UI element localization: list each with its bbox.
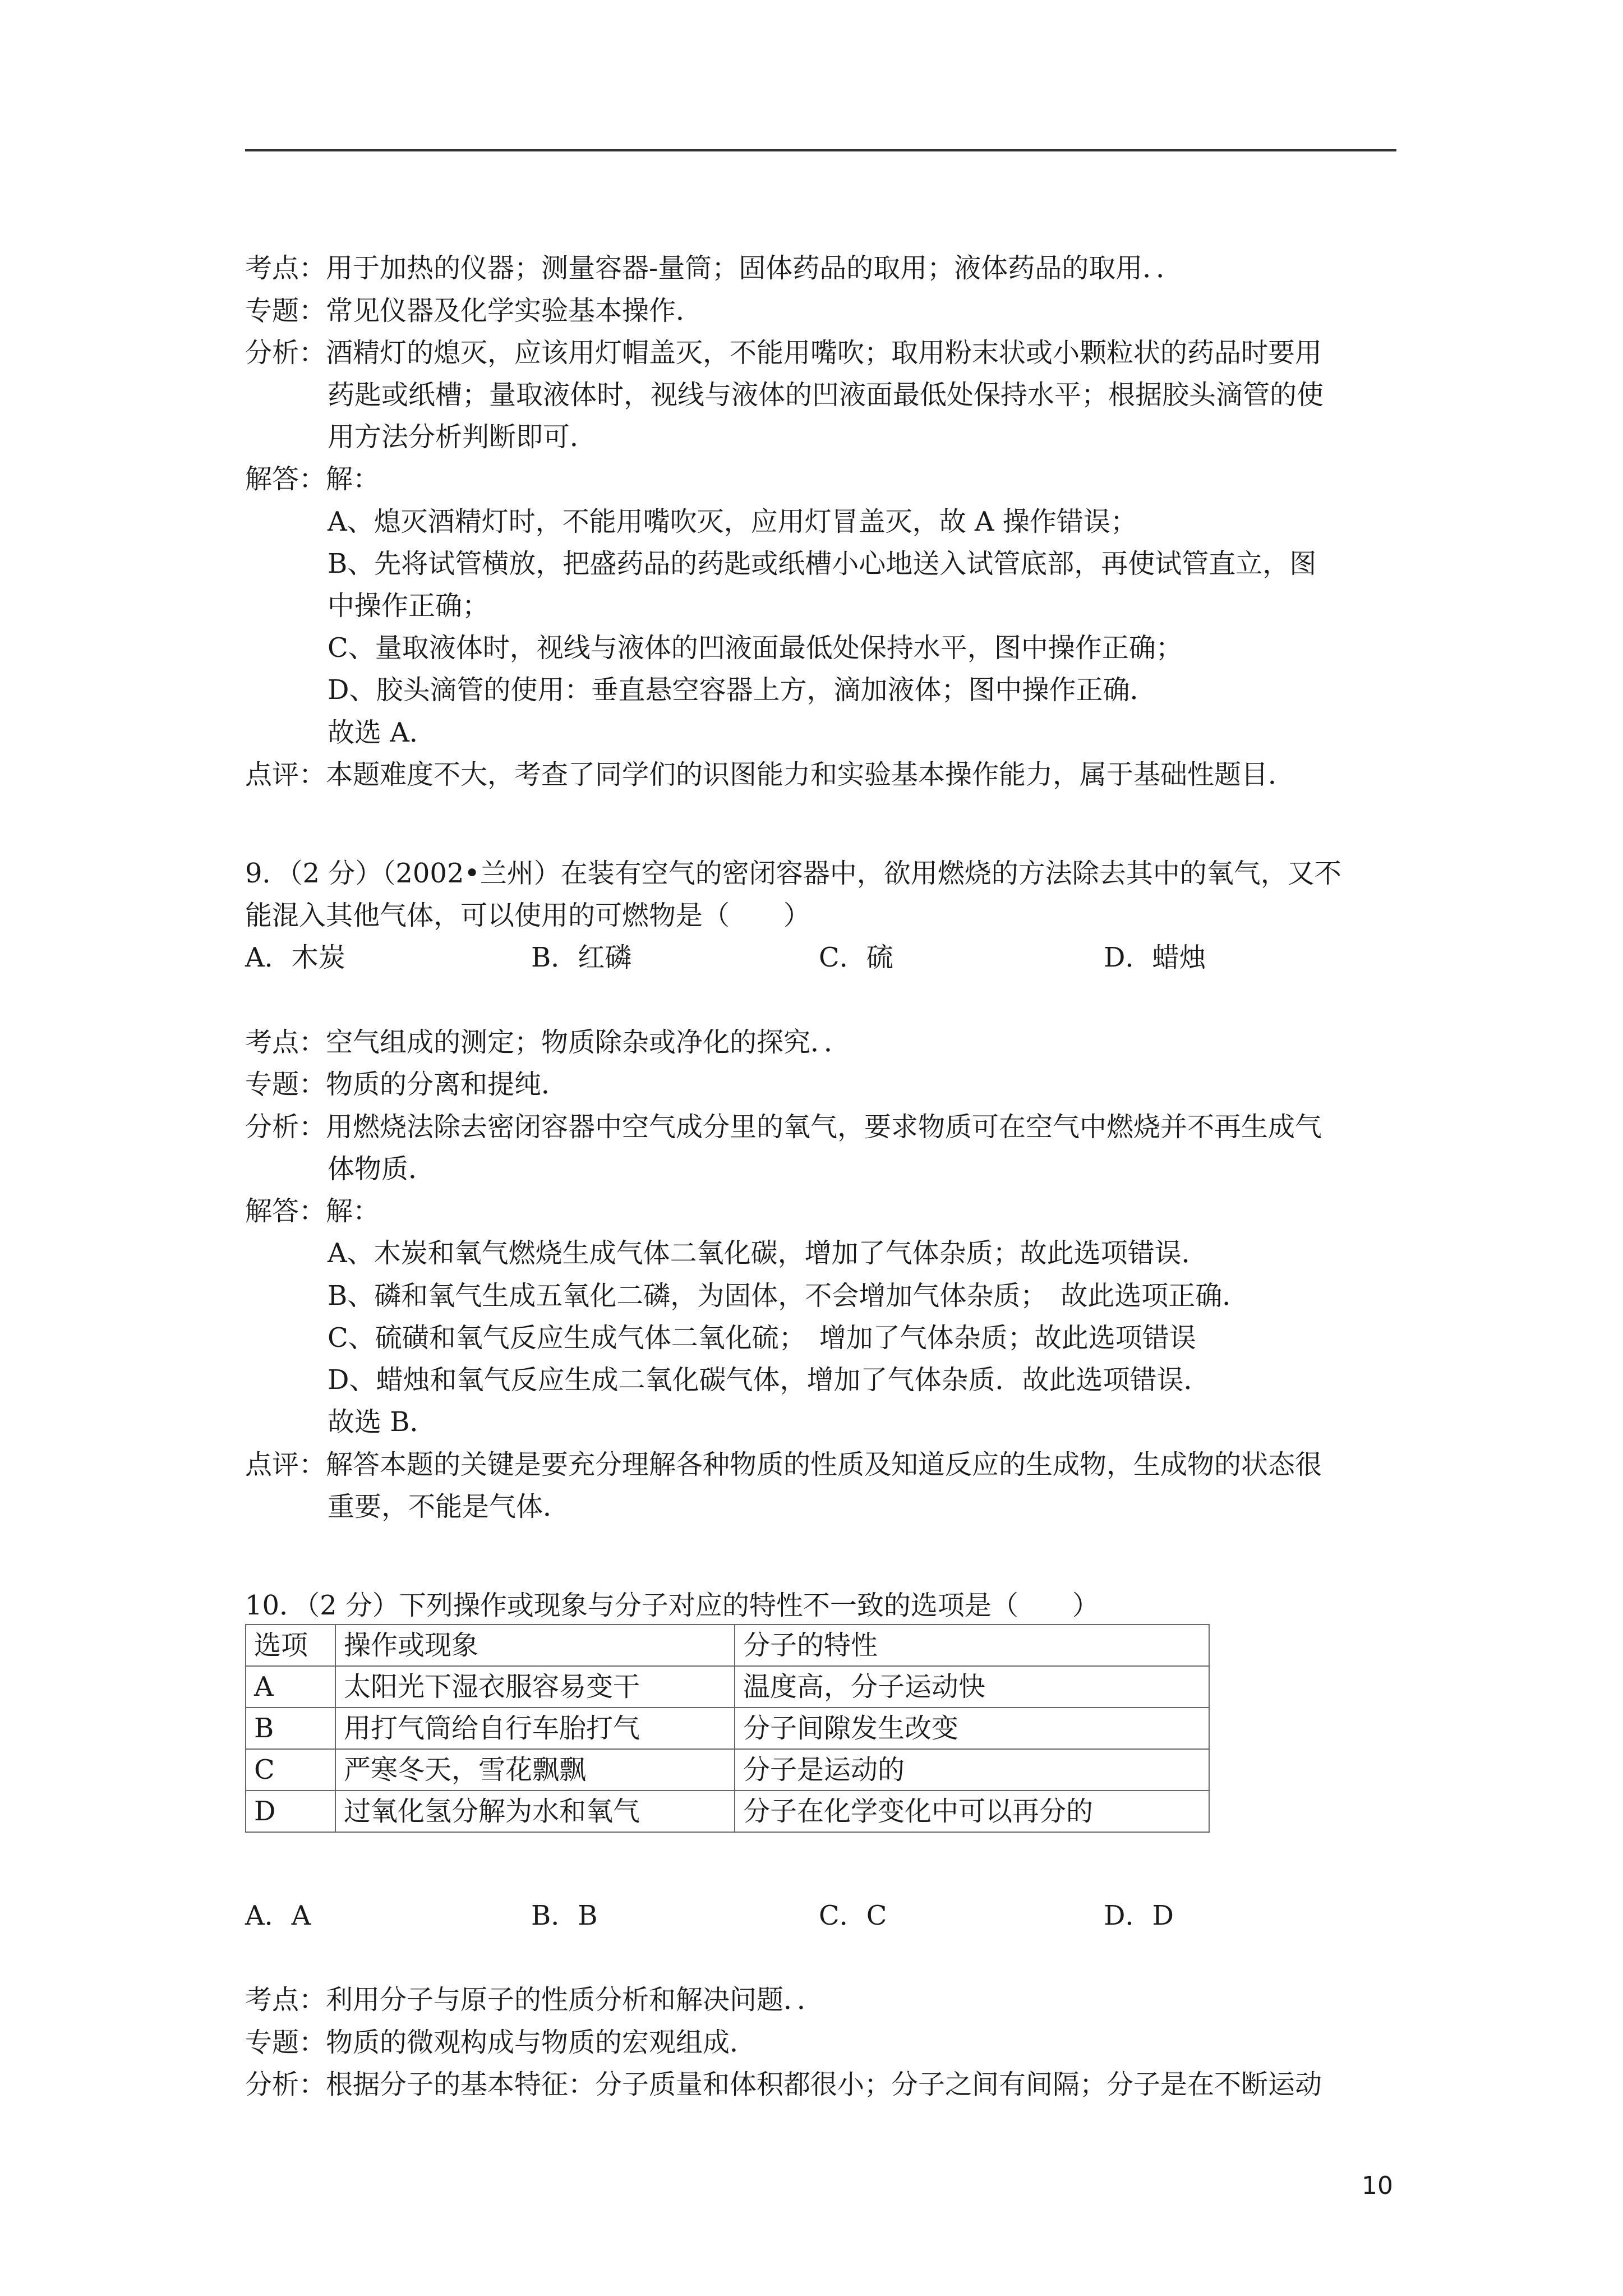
table-row: [246, 1708, 1209, 1749]
page-number: 10: [1362, 2171, 1393, 2200]
table-cell: D: [246, 1791, 335, 1832]
q9-jieda: 解答：解：: [245, 1195, 380, 1227]
q9-answer-a: A、木炭和氧气燃烧生成气体二氧化碳，增加了气体杂质；故此选项错误．: [328, 1237, 1209, 1269]
q9-dianping-line-1: 点评：解答本题的关键是要充分理解各种物质的性质及知道反应的生成物，生成物的状态很: [245, 1449, 1322, 1480]
table-cell: 用打气筒给自行车胎打气: [335, 1708, 735, 1749]
q9-kaodian: 考点：空气组成的测定；物质除杂或净化的探究．．: [245, 1027, 851, 1058]
q9-option-b: B．红磷: [531, 942, 632, 973]
q9-option-a: A．木炭: [245, 942, 345, 973]
q10-zhuanti: 专题：物质的微观构成与物质的宏观组成．: [245, 2027, 757, 2058]
q9-answer-b: B、磷和氧气生成五氧化二磷，为固体，不会增加气体杂质； 故此选项正确．: [328, 1280, 1249, 1312]
q8-guxuan: 故选 A．: [328, 717, 436, 748]
table-cell: 温度高，分子运动快: [735, 1666, 1209, 1708]
q10-table: [245, 1624, 1210, 1833]
table-cell: 分子在化学变化中可以再分的: [735, 1791, 1209, 1832]
table-cell: 严寒冬天，雪花飘飘: [335, 1749, 735, 1791]
q9-answer-c: C、硫磺和氧气反应生成气体二氧化硫； 增加了气体杂质；故此选项错误: [328, 1322, 1196, 1354]
table-cell: 过氧化氢分解为水和氧气: [335, 1791, 735, 1832]
q9-zhuanti: 专题：物质的分离和提纯．: [245, 1069, 569, 1100]
q9-option-d: D．蜡烛: [1104, 942, 1206, 973]
q8-jieda: 解答：解：: [245, 463, 380, 495]
q10-option-d: D．D: [1104, 1900, 1174, 1931]
table-row: [246, 1666, 1209, 1708]
q9-stem-line-2: 能混入其他气体，可以使用的可燃物是（ ）: [245, 900, 811, 931]
q8-answer-b-cont: 中操作正确；: [328, 590, 490, 622]
q9-option-c: C．硫: [819, 942, 893, 973]
q10-option-b: B．B: [531, 1900, 598, 1931]
q9-answer-d: D、蜡烛和氧气反应生成二氧化碳气体，增加了气体杂质．故此选项错误．: [328, 1364, 1211, 1396]
table-cell: 分子间隙发生改变: [735, 1708, 1209, 1749]
table-row: [246, 1749, 1209, 1791]
q9-guxuan: 故选 B．: [328, 1406, 437, 1438]
table-header-row: [246, 1625, 1209, 1666]
q8-kaodian: 考点：用于加热的仪器；测量容器-量筒；固体药品的取用；液体药品的取用．．: [245, 252, 1183, 284]
q9-dianping-line-2: 重要，不能是气体．: [328, 1491, 570, 1522]
q10-kaodian: 考点：利用分子与原子的性质分析和解决问题．．: [245, 1984, 824, 2016]
q8-fenxi-line-1: 分析：酒精灯的熄灭，应该用灯帽盖灭，不能用嘴吹；取用粉末状或小颗粒状的药品时要用: [245, 337, 1322, 369]
q8-fenxi-line-2: 药匙或纸槽；量取液体时，视线与液体的凹液面最低处保持水平；根据胶头滴管的使: [328, 379, 1324, 411]
q8-answer-c: C、量取液体时，视线与液体的凹液面最低处保持水平，图中操作正确；: [328, 632, 1183, 664]
q8-fenxi-line-3: 用方法分析判断即可．: [328, 421, 597, 453]
q10-option-c: C．C: [819, 1900, 887, 1931]
table-cell: 太阳光下湿衣服容易变干: [335, 1666, 735, 1708]
q9-fenxi-line-1: 分析：用燃烧法除去密闭容器中空气成分里的氧气，要求物质可在空气中燃烧并不再生成气: [245, 1111, 1322, 1143]
q8-zhuanti: 专题：常见仪器及化学实验基本操作．: [245, 295, 703, 326]
q9-stem-line-1: 9．（2 分）（2002•兰州）在装有空气的密闭容器中，欲用燃烧的方法除去其中的氧气，又不: [245, 858, 1341, 889]
table-cell: 分子是运动的: [735, 1749, 1209, 1791]
q8-answer-d: D、胶头滴管的使用：垂直悬空容器上方，滴加液体；图中操作正确．: [328, 674, 1157, 706]
table-header-cell: 分子的特性: [735, 1625, 1209, 1666]
table-cell: B: [246, 1708, 335, 1749]
table-cell: C: [246, 1749, 335, 1791]
q8-dianping: 点评：本题难度不大，考查了同学们的识图能力和实验基本操作能力，属于基础性题目．: [245, 759, 1295, 790]
q10-stem: 10．（2 分）下列操作或现象与分子对应的特性不一致的选项是（ ）: [245, 1590, 1099, 1621]
q10-option-a: A．A: [245, 1900, 311, 1931]
q10-fenxi-line-1: 分析：根据分子的基本特征：分子质量和体积都很小；分子之间有间隔；分子是在不断运动: [245, 2069, 1322, 2100]
table-cell: A: [246, 1666, 335, 1708]
table-row: [246, 1791, 1209, 1832]
table-header-cell: 选项: [246, 1625, 335, 1666]
table-header-cell: 操作或现象: [335, 1625, 735, 1666]
header-rule: [245, 149, 1396, 151]
q9-fenxi-line-2: 体物质．: [328, 1153, 436, 1185]
q8-answer-b: B、先将试管横放，把盛药品的药匙或纸槽小心地送入试管底部，再使试管直立，图: [328, 548, 1317, 579]
q8-answer-a: A、熄灭酒精灯时，不能用嘴吹灭，应用灯冒盖灭，故 A 操作错误；: [328, 506, 1137, 537]
